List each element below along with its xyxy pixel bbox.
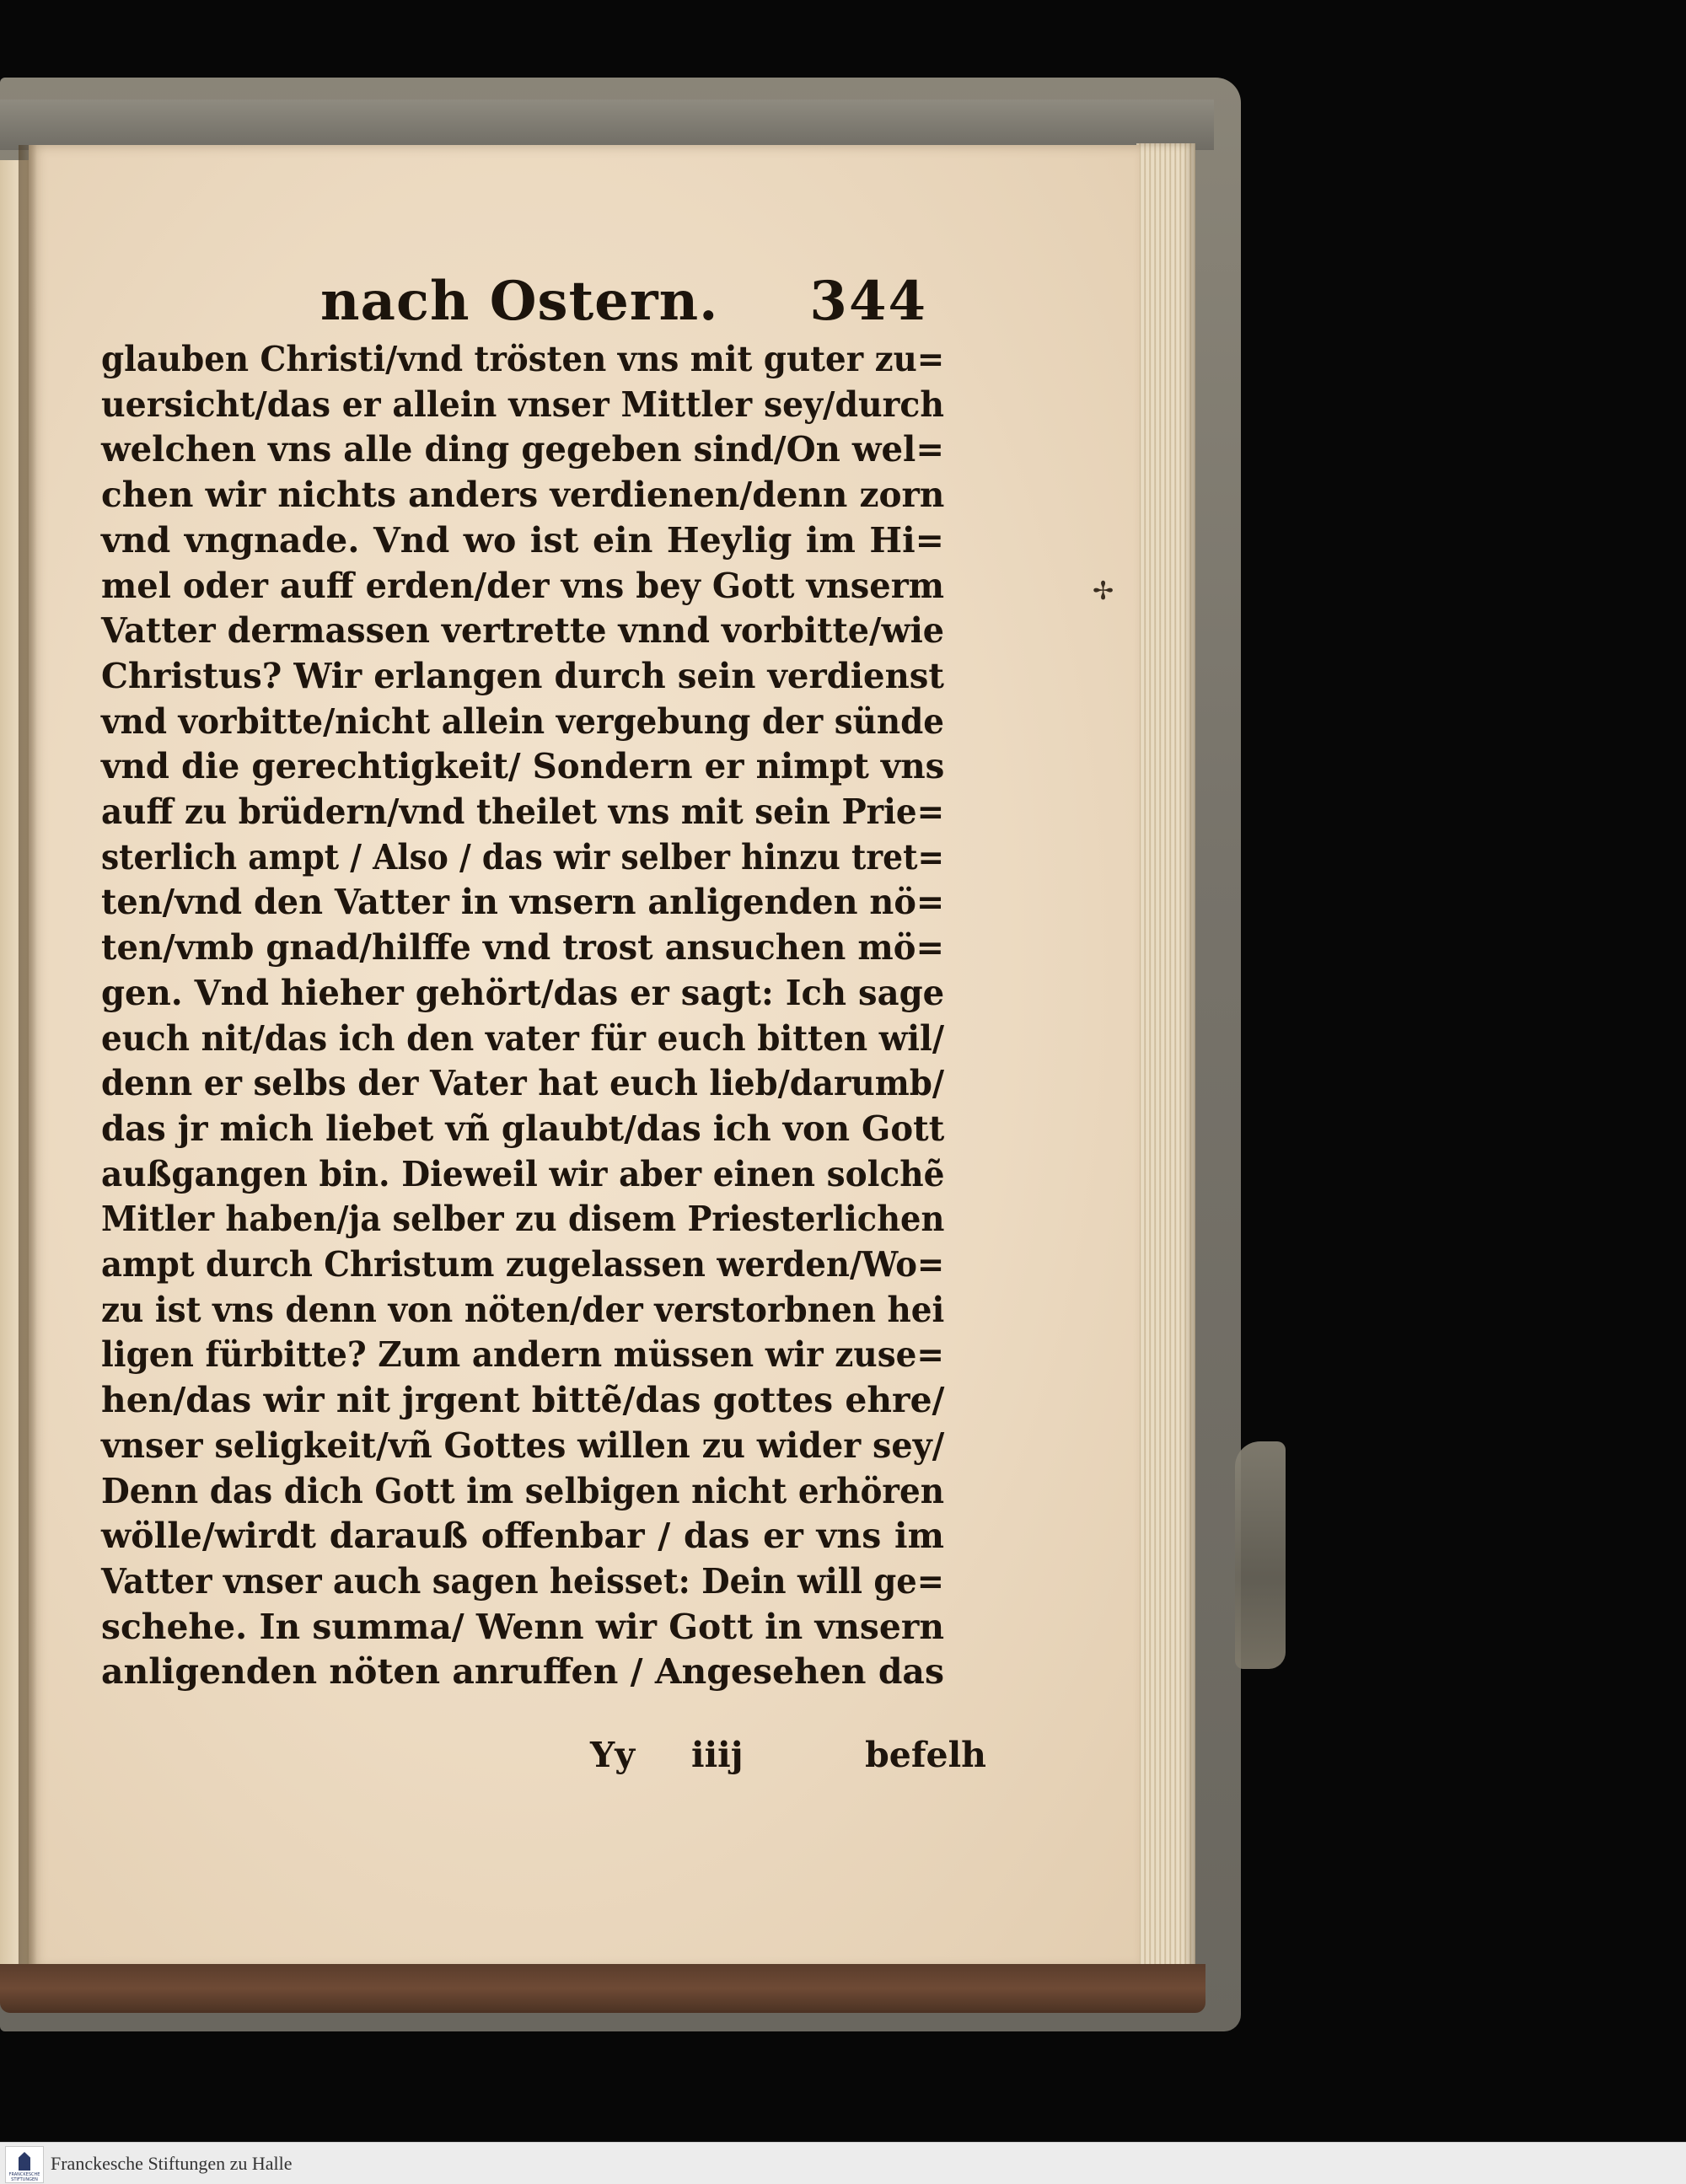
book-bottom-edge (0, 1964, 1205, 2013)
text-line: zu ist vns denn von nöten/der verstorbnen hei (101, 1289, 945, 1330)
running-head: nach Ostern. (320, 270, 719, 333)
text-line: Vatter vnser auch sagen heisset: Dein will ge= (101, 1560, 945, 1602)
text-line: ten/vmb gnad/hilffe vnd trost ansuchen mö= (101, 927, 945, 969)
text-line: sterlich ampt / Also / das wir selber hinzu tret= (101, 836, 944, 877)
logo-text: FRANCKESCHE STIFTUNGEN (8, 2172, 40, 2182)
footer-credit: Franckesche Stiftungen zu Halle (51, 2153, 293, 2174)
text-line: euch nit/das ich den vater für euch bitten wil/ (101, 1017, 945, 1059)
cover-top-edge (0, 99, 1214, 150)
text-line: ligen fürbitte? Zum andern müssen wir zuse= (101, 1334, 945, 1376)
text-line: Mitler haben/ja selber zu disem Priesterlichen (101, 1199, 945, 1240)
text-line: ampt durch Christum zugelassen werden/Wo= (101, 1244, 945, 1285)
text-line: vnd die gerechtigkeit/ Sondern er nimpt vns (101, 746, 945, 787)
text-line: ten/vnd den Vatter in vnsern anligenden nö= (101, 882, 945, 923)
text-line: denn er selbs der Vater hat euch lieb/darumb/ (101, 1063, 945, 1104)
text-line: schehe. In summa/ Wenn wir Gott in vnsern (101, 1606, 944, 1647)
page-number: 344 (809, 270, 927, 333)
book-page (29, 145, 1140, 1970)
catchword: befelh (865, 1735, 986, 1775)
page-header (320, 270, 927, 337)
signature-number: iiij (691, 1735, 744, 1775)
text-line: uersicht/das er allein vnser Mittler sey/durch (101, 384, 944, 425)
body-text (101, 337, 944, 1695)
spine-shadow (19, 145, 37, 1970)
signature-mark: Yy (590, 1735, 636, 1775)
text-line: vnd vngnade. Vnd wo ist ein Heylig im Hi= (101, 519, 944, 561)
text-line: vnd vorbitte/nicht allein vergebung der sünde (101, 700, 945, 742)
footer-bar (0, 2142, 1686, 2184)
cover-fragment (1235, 1441, 1286, 1669)
text-line: außgangen bin. Dieweil wir aber einen solchẽ (101, 1153, 945, 1194)
page-stack-edge (1136, 143, 1195, 1981)
text-line: Vatter dermassen vertrette vnnd vorbitte/wie (101, 610, 945, 652)
text-line: das jr mich liebet vñ glaubt/das ich von Gott (101, 1108, 945, 1149)
text-line: mel oder auff erden/der vns bey Gott vnserm (101, 565, 945, 606)
text-line: glauben Christi/vnd trösten vns mit guter zu= (101, 339, 945, 379)
text-line: Denn das dich Gott im selbigen nicht erhören (101, 1470, 945, 1511)
text-line: gen. Vnd hieher gehört/das er sagt: Ich sage (101, 972, 945, 1013)
text-line: chen wir nichts anders verdienen/denn zorn (101, 475, 945, 516)
text-line: hen/das wir nit jrgent bittẽ/das gottes ehre/ (101, 1380, 945, 1421)
text-line: vnser seligkeit/vñ Gottes willen zu wider sey/ (101, 1425, 945, 1466)
text-line: welchen vns alle ding gegeben sind/On wel= (101, 429, 945, 470)
text-line: Christus? Wir erlangen durch sein verdienst (101, 655, 945, 696)
institution-logo (5, 2146, 44, 2183)
marginal-mark: ✢ (1093, 577, 1114, 606)
text-line: anligenden nöten anruffen / Angesehen das (101, 1651, 944, 1693)
page-footer-line (101, 1735, 986, 1785)
text-line: auff zu brüdern/vnd theilet vns mit sein Prie= (101, 791, 945, 833)
building-icon (19, 2152, 30, 2171)
text-line: wölle/wirdt darauß offenbar / das er vns im (101, 1516, 944, 1557)
